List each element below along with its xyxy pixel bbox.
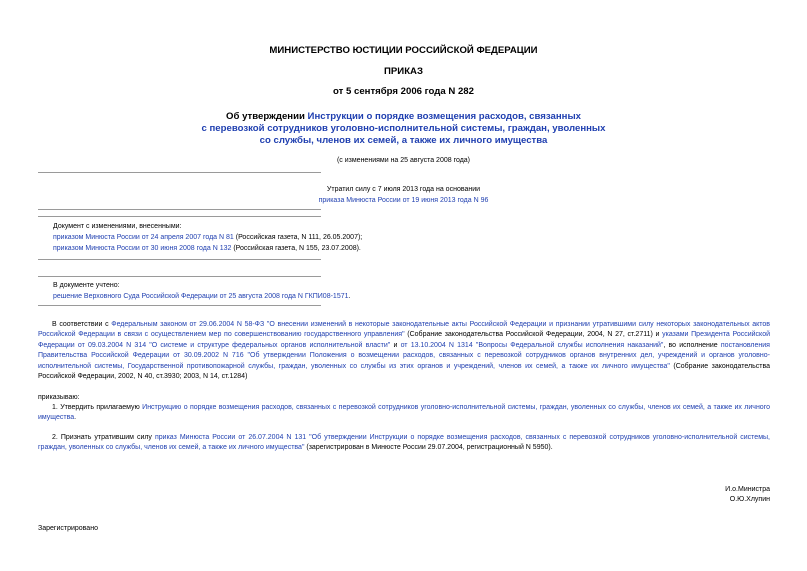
presidential-decree-link[interactable]: указами Президента Российской Федерации от 09.03.2004 N 314 "О системе и структуре федеральных органов исполнительной власти"	[38, 331, 771, 349]
repealed-order-link[interactable]: приказ Минюста России от 26.07.2004 N 131 "Об утверждении Инструкции о порядке возмещения расходов, связанных с перевозкой сотрудников уголовно-исполнительной системы, граждан, уволенных со службы, членов их семей, а также их личного имущества"	[38, 434, 770, 452]
order-item-1: 1. Утвердить прилагаемую Инструкцию о порядке возмещения расходов, связанных с перевозкой сотрудников уголовно-исполнительной системы, граждан, уволенных со службы, членов их семей, а также их личного имущества.	[38, 404, 770, 422]
lost-force-link[interactable]: приказа Минюста России от 19 июня 2013 года N 96	[318, 197, 489, 204]
divider	[38, 216, 321, 217]
lost-force-text: Утратил силу с 7 июля 2013 года на основании	[326, 186, 481, 193]
divider	[38, 172, 321, 173]
amendment-source: (Российская газета, N 111, 26.05.2007);	[233, 234, 363, 241]
amendment-link[interactable]: приказом Минюста России от 30 июня 2008 года N 132	[53, 245, 232, 252]
title-prefix: Об утверждении	[226, 111, 308, 122]
signatory-name: О.Ю.Хлупин	[729, 496, 770, 503]
federal-law-link[interactable]: Федеральным законом от 29.06.2004 N 58-ФЗ "О внесении изменений в некоторые законодательные акты Российской Федерации и признании утратившими силу некоторых законодательных актов Российской Федерации в связи с осуществлением мер по совершенствованию государственного управления"	[38, 321, 771, 339]
document-title	[0, 111, 807, 147]
divider	[38, 209, 321, 210]
title-instruction-link-line3[interactable]: со службы, членов их семей, а также их личного имущества	[259, 135, 548, 146]
divider	[38, 259, 321, 260]
title-instruction-link-line2[interactable]: с перевозкой сотрудников уголовно-исполнительной системы, граждан, уволенных	[201, 123, 606, 134]
decree-1314-link[interactable]: от 13.10.2004 N 1314 "Вопросы Федеральной службы исполнения наказаний"	[400, 341, 664, 349]
amendment-source: (Российская газета, N 155, 23.07.2008).	[231, 245, 361, 252]
accounted-heading: В документе учтено:	[53, 282, 120, 289]
divider	[38, 305, 321, 306]
amendment-link[interactable]: приказом Минюста России от 24 апреля 2007 года N 81	[53, 234, 234, 241]
document-date-number: от 5 сентября 2006 года N 282	[333, 86, 474, 97]
document-type: ПРИКАЗ	[384, 66, 423, 77]
order-item-2: 2. Признать утратившим силу приказ Минюста России от 26.07.2004 N 131 "Об утверждении Инструкции о порядке возмещения расходов, связанных с перевозкой сотрудников уголовно-исполнительной системы, граждан, уволенных со службы, членов их семей, а также их личного имущества" (зарегистрирован в Минюсте России 29.07.2004, регистрационный N 5950).	[38, 434, 770, 452]
signatory-position: И.о.Министра	[725, 486, 770, 493]
ministry-heading: МИНИСТЕРСТВО ЮСТИЦИИ РОССИЙСКОЙ ФЕДЕРАЦИИ	[269, 45, 538, 56]
supreme-court-decision-link[interactable]: решение Верховного Суда Российской Федерации от 25 августа 2008 года N ГКПИ08-1571	[53, 293, 349, 300]
accounted-item: решение Верховного Суда Российской Федерации от 25 августа 2008 года N ГКПИ08-1571.	[53, 293, 351, 300]
amendments-heading: Документ с изменениями, внесенными:	[53, 223, 182, 230]
amendment-item	[53, 243, 361, 254]
government-resolution-link[interactable]: постановления Правительства Российской Федерации от 30.09.2002 N 716 "Об утверждении Положения о возмещении расходов, связанных с перевозкой сотрудников органов внутренних дел, учреждений и органов уголовно-исполнительной системы, Государственной противопожарной службы, граждан, уволенных со службы из этих органов и учреждений, членов их семей, а также их личного имущества"	[38, 341, 770, 370]
registered-label: Зарегистрировано	[38, 525, 98, 532]
preamble-paragraph: В соответствии с Федеральным законом от 29.06.2004 N 58-ФЗ "О внесении изменений в некоторые законодательные акты Российской Федерации и признании утратившими силу некоторых законодательных актов Российской Федерации в связи с осуществлением мер по совершенствованию государственного управления" (Собрание законодательства Российской Федерации, 2004, N 27, ст.2711) и указами Президента Российской Федерации от 09.03.2004 N 314 "О системе и структуре федеральных органов исполнительной власти" и от 13.10.2004 N 1314 "Вопросы Федеральной службы исполнения наказаний", во исполнение постановления Правительства Российской Федерации от 30.09.2002 N 716 "Об утверждении Положения о возмещении расходов, связанных с перевозкой сотрудников органов внутренних дел, учреждений и органов уголовно-исполнительной системы, Государственной противопожарной службы, граждан, уволенных со службы из этих органов и учреждений, членов их семей, а также их личного имущества" (Собрание законодательства Российской Федерации, 2002, N 40, ст.3930; 2003, N 14, ст.1284)	[38, 321, 771, 381]
instruction-link[interactable]: Инструкцию о порядке возмещения расходов, связанных с перевозкой сотрудников уголовно-исполнительной системы, граждан, уволенных со службы, членов их семей, а также их личного имущества	[38, 404, 770, 422]
order-word: приказываю:	[38, 394, 80, 401]
title-instruction-link[interactable]: Инструкции о порядке возмещения расходов, связанных	[307, 111, 581, 122]
amendment-item	[53, 232, 362, 243]
changes-note: (с изменениями на 25 августа 2008 года)	[336, 157, 471, 164]
divider	[38, 276, 321, 277]
